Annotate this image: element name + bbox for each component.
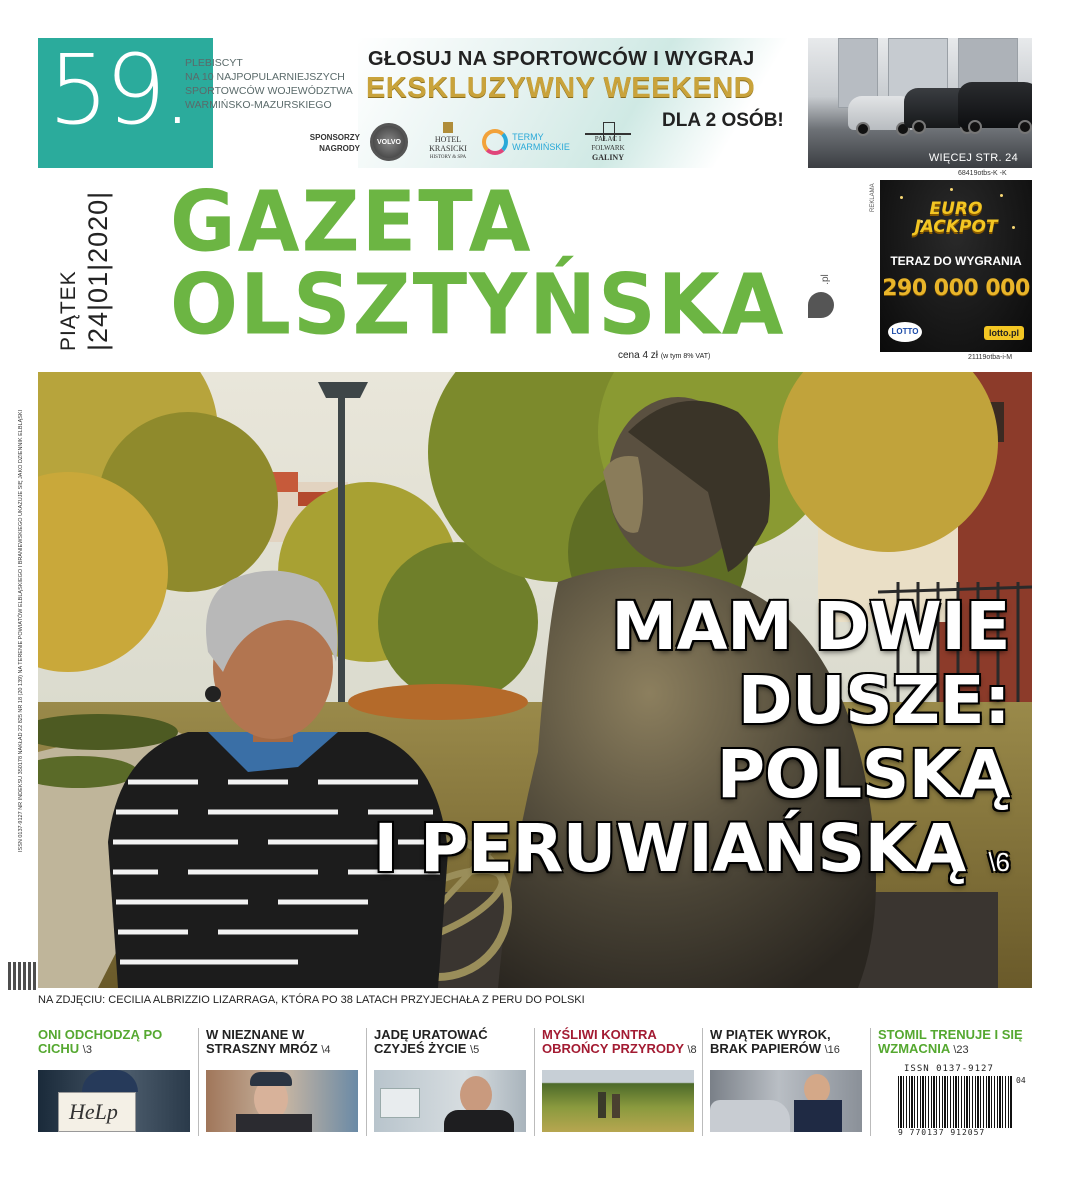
price-vat: (w tym 8% VAT) xyxy=(660,353,711,360)
teaser-photo xyxy=(206,1070,358,1132)
plebiscyt-description xyxy=(183,56,383,112)
sponsors-label-line: NAGRODY xyxy=(319,144,360,153)
teaser-divider xyxy=(534,1028,535,1136)
issn-barcode xyxy=(872,1064,1032,1140)
teaser-title-text: ONI ODCHODZĄ PO CICHU xyxy=(38,1027,163,1056)
plebiscyt-line: NA 10 NAJPOPULARNIEJSZYCH xyxy=(185,71,345,83)
teaser-w-nieznane[interactable] xyxy=(206,1028,362,1132)
sponsor-termy-logo xyxy=(476,122,576,162)
issn-side-text-line: ISSN 0137-9127 NR INDEKSU 350178 NAKŁAD 22 825 NR 18 (20 139) NA TERENIE POWIATÓW ELBLĄSKIEGO I BRANIEWSKIEGO UKAZUJE SIĘ JAKO DZIENNIK ELBLĄSKI xyxy=(18,409,24,852)
price-main: cena 4 zł xyxy=(618,350,659,361)
teaser-title xyxy=(374,1028,530,1062)
sponsor-galiny-logo xyxy=(578,122,638,162)
hotel-logo-line: HOTEL xyxy=(434,135,462,144)
teaser-page-ref: \3 xyxy=(82,1044,92,1056)
teaser-page-ref: \5 xyxy=(470,1044,480,1056)
banner-cars-photo xyxy=(808,38,1032,168)
hotel-logo-line: HISTORY & SPA xyxy=(429,155,467,160)
ad-code: 21119otba-i-M xyxy=(968,354,1013,361)
volvo-logo-text: VOLVO xyxy=(370,123,408,161)
hotel-logo-line: KRASICKI xyxy=(429,144,467,153)
teaser-title-text: W PIĄTEK WYROK, BRAK PAPIERÓW xyxy=(710,1027,831,1056)
issue-date-value: |24|01|2020| xyxy=(83,190,113,351)
plebiscyt-banner[interactable] xyxy=(38,38,1032,168)
teaser-title xyxy=(710,1028,866,1062)
teaser-w-piatek-wyrok[interactable] xyxy=(710,1028,866,1132)
ad-label: REKLAMA xyxy=(870,183,876,212)
teaser-title-text: STOMIL TRENUJE I SIĘ WZMACNIA xyxy=(878,1027,1023,1056)
headline-line: I PERUWIAŃSKĄ xyxy=(373,810,966,887)
headline-page-ref: \6 xyxy=(988,847,1010,877)
barcode-bars xyxy=(898,1076,1012,1128)
teaser-title xyxy=(878,1028,1034,1062)
masthead-line-olsztynska: OLSZTYŃSKA xyxy=(170,255,786,354)
teaser-title-text: MYŚLIWI KONTRA OBROŃCY PRZYRODY xyxy=(542,1027,684,1056)
plebiscyt-line: PLEBISCYT xyxy=(185,57,243,69)
headline-line: DUSZE: xyxy=(737,662,1010,739)
issn-number: ISSN 0137-9127 xyxy=(904,1064,994,1074)
teaser-page-ref: \16 xyxy=(824,1044,840,1056)
teaser-page-ref: \4 xyxy=(321,1044,331,1056)
cover-headline[interactable] xyxy=(373,590,1010,899)
teaser-divider xyxy=(870,1028,871,1136)
sponsor-volvo-logo xyxy=(368,122,410,162)
issue-day: PIĄTEK xyxy=(57,270,80,351)
teaser-title-text: JADĘ URATOWAĆ CZYJEŚ ŻYCIE xyxy=(374,1027,488,1056)
headline-line: POLSKĄ xyxy=(716,736,1010,813)
teaser-title xyxy=(206,1028,362,1062)
teaser-photo xyxy=(374,1070,526,1132)
teaser-photo xyxy=(38,1070,190,1132)
ad-jackpot-amount: 290 000 000 xyxy=(882,276,1030,301)
sponsors-label-line: SPONSORZY xyxy=(309,133,360,142)
masthead-logo[interactable] xyxy=(170,172,831,354)
teaser-title xyxy=(542,1028,698,1062)
issue-number: 04 xyxy=(1016,1076,1026,1085)
headline-line: MAM DWIE xyxy=(611,588,1010,665)
eurojackpot-logo-line: JACKPOT xyxy=(914,217,998,237)
teaser-photo xyxy=(710,1070,862,1132)
teaser-jade-uratowac[interactable] xyxy=(374,1028,530,1132)
photo-caption: NA ZDJĘCIU: CECILIA ALBRIZZIO LIZARRAGA, KTÓRA PO 38 LATACH PRZYJECHAŁA Z PERU DO POLSKI xyxy=(38,994,585,1006)
termy-logo-line: TERMY xyxy=(512,132,544,142)
castle-icon xyxy=(585,122,631,135)
banner-more-link[interactable]: WIĘCEJ STR. 24 xyxy=(928,152,1018,164)
banner-headline-vote: GŁOSUJ NA SPORTOWCÓW I WYGRAJ xyxy=(368,48,755,70)
plebiscyt-line: SPORTOWCÓW WOJEWÓDZTWA xyxy=(185,85,353,97)
banner-ad-code: 68419otbs-K -K xyxy=(958,170,1007,177)
teaser-mysliwi[interactable] xyxy=(542,1028,698,1132)
cover-price xyxy=(618,350,710,361)
sponsor-hotel-krasicki-logo xyxy=(422,122,474,162)
teaser-divider xyxy=(702,1028,703,1136)
masthead-line-gazeta: GAZETA xyxy=(170,172,533,271)
teaser-page-ref: \8 xyxy=(687,1044,697,1056)
teaser-oni-odchodza[interactable] xyxy=(38,1028,194,1132)
teaser-title-text: W NIEZNANE W STRASZNY MRÓZ xyxy=(206,1027,318,1056)
galiny-logo-line: PAŁAC I FOLWARK xyxy=(591,135,625,152)
cover-photo[interactable] xyxy=(38,372,1032,988)
help-sign: HeLp xyxy=(58,1092,136,1132)
teaser-divider xyxy=(366,1028,367,1136)
lotto-logo: LOTTO xyxy=(888,322,922,342)
lotto-pl-link[interactable]: lotto.pl xyxy=(984,326,1024,340)
teaser-stomil[interactable] xyxy=(878,1028,1034,1062)
termy-swirl-icon xyxy=(482,129,508,155)
teaser-photo xyxy=(542,1070,694,1132)
plebiscyt-line: WARMIŃSKO-MAZURSKIEGO xyxy=(185,99,332,111)
issn-side-text xyxy=(18,372,32,852)
sponsors-label xyxy=(308,132,360,154)
banner-headline-weekend: EKSKLUZYWNY WEEKEND xyxy=(366,72,756,104)
masthead-pl-badge xyxy=(808,292,834,318)
masthead-pl-suffix: .pl xyxy=(819,274,831,285)
teaser-divider xyxy=(198,1028,199,1136)
ad-teraz-text: TERAZ DO WYGRANIA xyxy=(890,254,1022,268)
teaser-title xyxy=(38,1028,194,1062)
barcode-digits: 9 770137 912057 xyxy=(898,1128,986,1137)
qr-code-icon[interactable] xyxy=(8,962,36,990)
eurojackpot-logo xyxy=(880,200,1032,236)
plebiscyt-number: 59. xyxy=(48,38,189,146)
banner-headline-persons: DLA 2 OSÓB! xyxy=(662,110,784,131)
termy-logo-line: WARMIŃSKIE xyxy=(512,142,570,152)
eurojackpot-logo-line: EURO xyxy=(929,199,983,219)
galiny-logo-line: GALINY xyxy=(591,153,624,162)
headline-line-last xyxy=(373,812,1010,899)
teaser-page-ref: \23 xyxy=(953,1044,969,1056)
eurojackpot-ad[interactable] xyxy=(880,180,1032,352)
issue-date xyxy=(56,186,126,351)
